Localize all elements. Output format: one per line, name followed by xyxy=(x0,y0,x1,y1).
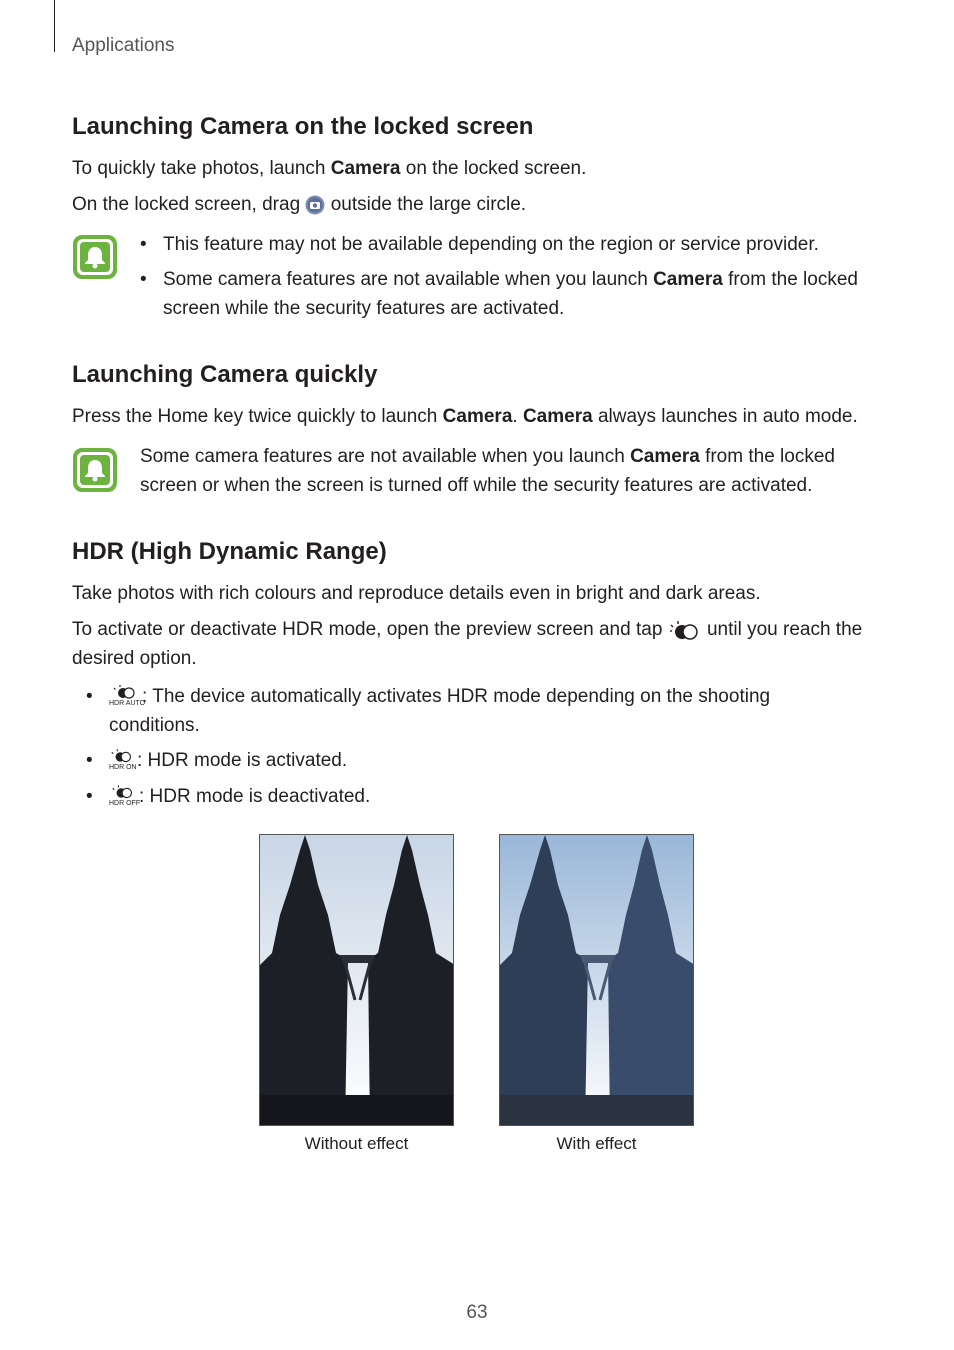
hdr-option-on: HDR ON : HDR mode is activated. xyxy=(109,746,347,775)
bullet: • xyxy=(140,269,147,290)
photo-with-effect xyxy=(499,834,694,1126)
hdr-toggle-icon xyxy=(668,619,702,641)
camera-shortcut-icon xyxy=(305,195,325,215)
paragraph: To quickly take photos, launch Camera on the locked screen. xyxy=(72,158,587,179)
section-title-locked-screen: Launching Camera on the locked screen xyxy=(72,113,534,140)
petronas-towers-image xyxy=(500,835,694,1126)
running-header: Applications xyxy=(72,35,175,56)
header-rule xyxy=(54,0,55,52)
hdr-off-icon: HDR OFF xyxy=(109,784,139,810)
bullet: • xyxy=(86,786,93,807)
bullet: • xyxy=(86,686,93,707)
paragraph: To activate or deactivate HDR mode, open the preview screen and tap until you reach the desired option. xyxy=(72,619,863,669)
paragraph: On the locked screen, drag outside the large circle. xyxy=(72,194,527,215)
section-title-hdr: HDR (High Dynamic Range) xyxy=(72,538,387,565)
page-number: 63 xyxy=(466,1302,488,1323)
hdr-option-off: HDR OFF : HDR mode is deactivated. xyxy=(109,782,370,811)
notification-bell-icon xyxy=(72,234,118,280)
notification-bell-icon xyxy=(72,447,118,493)
bullet: • xyxy=(140,234,147,255)
note-text: Some camera features are not available when you launch Camera from the locked screen or when the screen is turned off while the security features are activated. xyxy=(140,446,835,496)
photo-without-effect xyxy=(259,834,454,1126)
hdr-on-icon: HDR ON xyxy=(109,748,137,774)
caption-with-effect: With effect xyxy=(556,1134,637,1153)
petronas-towers-image xyxy=(260,835,454,1126)
hdr-option-auto: HDR AUTO : The device automatically activates HDR mode depending on the shooting conditions. xyxy=(109,682,770,740)
bullet: • xyxy=(86,750,93,771)
note-text: This feature may not be available depending on the region or service provider. xyxy=(163,234,819,255)
section-title-quickly: Launching Camera quickly xyxy=(72,361,378,388)
paragraph: Take photos with rich colours and reproduce details even in bright and dark areas. xyxy=(72,583,761,604)
note-text: Some camera features are not available when you launch Camera from the locked screen while the security features are activated. xyxy=(163,269,858,319)
paragraph: Press the Home key twice quickly to launch Camera. Camera always launches in auto mode. xyxy=(72,406,858,427)
caption-without-effect: Without effect xyxy=(304,1134,409,1153)
hdr-auto-icon: HDR AUTO xyxy=(109,684,142,710)
